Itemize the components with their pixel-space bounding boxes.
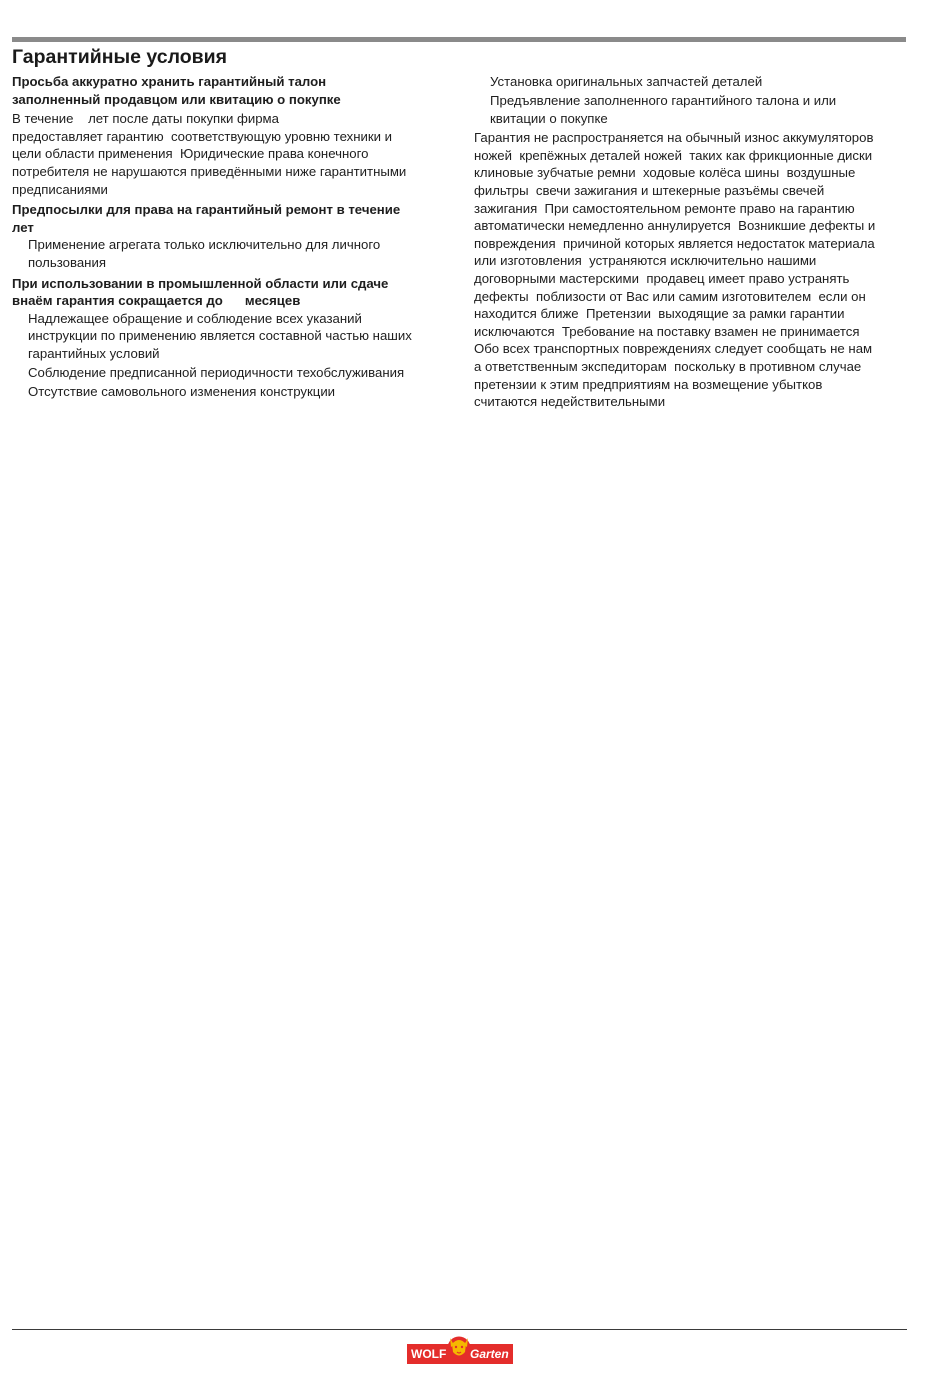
text-line: Надлежащее обращение и соблюдение всех указаний [28,310,362,326]
text-line: считаются недействительными [474,394,666,410]
text-line: Соблюдение предписанной периодичности техобслуживания [28,365,405,380]
paragraph-warranty-exclusions [474,129,906,411]
text-line: потребителя не нарушаются приведёнными ниже гарантитными [12,163,407,179]
text-line: гарантийных условий [28,345,160,361]
text-line: дефекты поблизости от Вас или самим изготовителем если он [474,288,866,304]
text-line: Обо всех транспортных повреждениях следует сообщать не нам [474,341,873,357]
list-item-proper-handling [12,310,444,363]
list-item-no-modification [12,383,444,401]
text-line: пользования [28,254,106,270]
text-line: автоматически немедленно аннулируется Возникшие дефекты и [474,218,876,234]
text-line: зажигания При самостоятельном ремонте право на гарантию [474,200,855,216]
text-line: Просьба аккуратно хранить гарантийный талон [12,74,327,89]
logo-text-garten: Garten [470,1347,509,1361]
text-line: предписаниями [12,181,108,197]
page-title: Гарантийные условия [12,46,227,68]
subheading-keep-warranty [12,73,444,108]
text-line: цели области применения Юридические права конечного [12,146,369,162]
text-line: повреждения причиной которых является недостаток материала [474,235,875,251]
text-line: лет [12,219,34,235]
wolf-head-icon [447,1332,471,1362]
header-rule [12,37,906,42]
text-line: или изготовления устраняются исключительно нашими [474,253,817,269]
text-line: находится ближе Претензии выходящие за рамки гарантии [474,306,845,322]
text-line: фильтры свечи зажигания и штекерные разъёмы свечей [474,183,825,199]
text-line: внаём гарантия сокращается до месяцев [12,293,301,309]
text-line: Установка оригинальных запчастей деталей [490,74,763,89]
left-column [12,73,444,401]
text-line: Гарантия не распространяется на обычный износ аккумуляторов [474,130,874,146]
subheading-warranty-prerequisites [12,201,444,236]
list-item-personal-use [12,236,444,271]
text-line: заполненный продавцом или квитацию о покупке [12,91,341,107]
text-line: Предъявление заполненного гарантийного талона и или [490,93,837,109]
wolf-garten-logo [407,1332,513,1366]
text-line: Предпосылки для права на гарантийный ремонт в течение [12,202,401,218]
text-line: ножей крепёжных деталей ножей таких как фрикционные диски [474,147,873,163]
text-line: В течение лет после даты покупки фирма [12,111,279,127]
text-line: квитации о покупке [490,110,608,126]
text-line: договорными мастерскими продавец имеет право устранять [474,271,850,287]
footer-rule [12,1329,907,1330]
list-item-warranty-card [474,92,906,127]
text-line: клиновые зубчатые ремни ходовые колёса шины воздушные [474,165,856,181]
text-line: претензии к этим предприятиям на возмещение убытков [474,376,823,392]
right-column [474,73,906,411]
list-item-original-parts [474,73,906,91]
text-line: инструкции по применению является составной частью наших [28,328,412,344]
text-line: При использовании в промышленной области или сдаче [12,275,389,291]
text-line: Отсутствие самовольного изменения конструкции [28,384,336,400]
subheading-commercial-use [12,275,444,310]
paragraph-warranty-period [12,110,444,198]
list-item-maintenance [12,364,444,382]
text-line: а ответственным экспедиторам поскольку в противном случае [474,359,862,374]
text-line: исключаются Требование на поставку взамен не принимается [474,323,860,339]
logo-text-wolf: WOLF [411,1347,447,1361]
text-line: предоставляет гарантию соответствующую уровню техники и [12,128,393,144]
text-line: Применение агрегата только исключительно для личного [28,237,381,253]
